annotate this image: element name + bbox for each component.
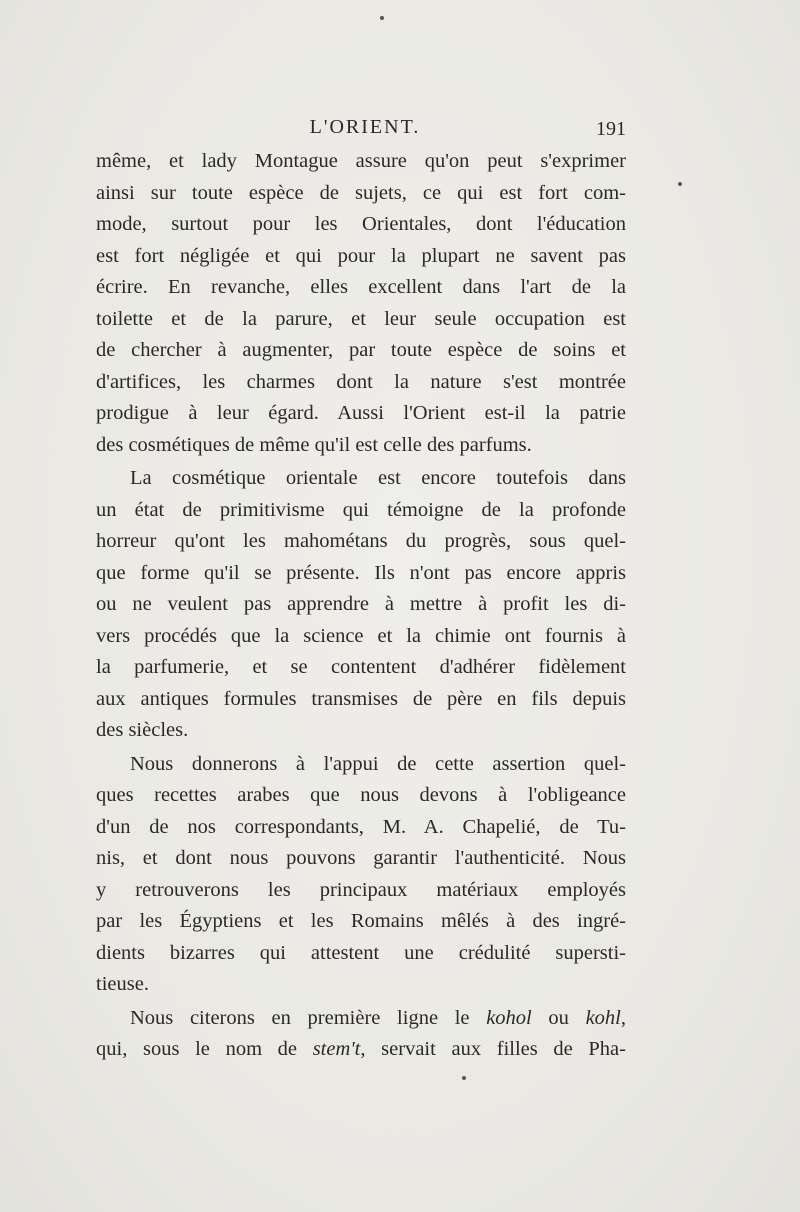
- running-header: [96, 112, 634, 142]
- text-line: ou ne veulent pas apprendre à mettre à profit les di-: [96, 593, 626, 615]
- text-line: écrire. En revanche, elles excellent dans l'art de la: [96, 276, 626, 298]
- text-run: qui, sous le nom de: [96, 1038, 313, 1060]
- text-line: Nous donnerons à l'appui de cette assertion quel-: [130, 752, 626, 775]
- text-line: des cosmétiques de même qu'il est celle des parfums.: [96, 433, 532, 456]
- running-title: L'ORIENT.: [309, 116, 421, 138]
- text-line: est fort négligée et qui pour la plupart ne savent pas: [96, 244, 626, 267]
- text-run: ou: [531, 1006, 586, 1029]
- text-line: la parfumerie, et se contentent d'adhérer fidèlement: [96, 656, 626, 678]
- ink-speck: [380, 16, 384, 20]
- text-line: [96, 1034, 626, 1066]
- text-line: d'artifices, les charmes dont la nature s'est montrée: [96, 370, 626, 393]
- text-line: vers procédés que la science et la chimie ont fournis à: [96, 624, 626, 647]
- ink-speck: [678, 182, 682, 186]
- text-run: , servait aux filles de Pha-: [360, 1038, 626, 1060]
- italic-term-stemt: stem't: [312, 1038, 361, 1060]
- body-text: [96, 146, 626, 1066]
- page-number: 191: [596, 118, 626, 140]
- text-line: horreur qu'ont les mahométans du progrès, sous quel-: [96, 530, 626, 552]
- text-line: La cosmétique orientale est encore toutefois dans: [130, 467, 626, 489]
- text-line: aux antiques formules transmises de père en fils depuis: [96, 687, 626, 710]
- text-line: des siècles.: [96, 719, 189, 741]
- paragraph-4: [96, 1003, 626, 1066]
- text-line: nis, et dont nous pouvons garantir l'authenticité. Nous: [96, 847, 626, 869]
- text-line: d'un de nos correspondants, M. A. Chapelié, de Tu-: [96, 815, 626, 838]
- text-line: ques recettes arabes que nous devons à l'obligeance: [96, 784, 626, 806]
- text-line: [96, 1003, 626, 1035]
- text-line: de chercher à augmenter, par toute espèce de soins et: [96, 339, 626, 361]
- text-line: prodigue à leur égard. Aussi l'Orient est-il la patrie: [96, 402, 626, 424]
- text-run: Nous citerons en première ligne le: [130, 1006, 487, 1029]
- text-line: y retrouverons les principaux matériaux employés: [96, 878, 626, 901]
- text-line: tieuse.: [96, 973, 149, 995]
- paragraph-1: [96, 146, 626, 461]
- text-line: mode, surtout pour les Orientales, dont l'éducation: [96, 213, 626, 235]
- text-line: que forme qu'il se présente. Ils n'ont pas encore appris: [96, 561, 626, 584]
- text-run: ,: [620, 1006, 626, 1029]
- text-line: même, et lady Montague assure qu'on peut s'exprimer: [96, 150, 626, 172]
- paragraph-2: [96, 463, 626, 747]
- text-line: dients bizarres qui attestent une crédulité supersti-: [96, 941, 626, 964]
- text-line: un état de primitivisme qui témoigne de la profonde: [96, 498, 626, 521]
- text-line: toilette et de la parure, et leur seule occupation est: [96, 307, 626, 330]
- text-line: ainsi sur toute espèce de sujets, ce qui est fort com-: [96, 181, 626, 204]
- text-line: par les Égyptiens et les Romains mêlés à des ingré-: [96, 910, 626, 932]
- paragraph-3: [96, 749, 626, 1001]
- italic-term-kohol: kohol: [486, 1006, 532, 1029]
- italic-term-kohl: kohl: [585, 1006, 621, 1029]
- ink-speck: [462, 1076, 466, 1080]
